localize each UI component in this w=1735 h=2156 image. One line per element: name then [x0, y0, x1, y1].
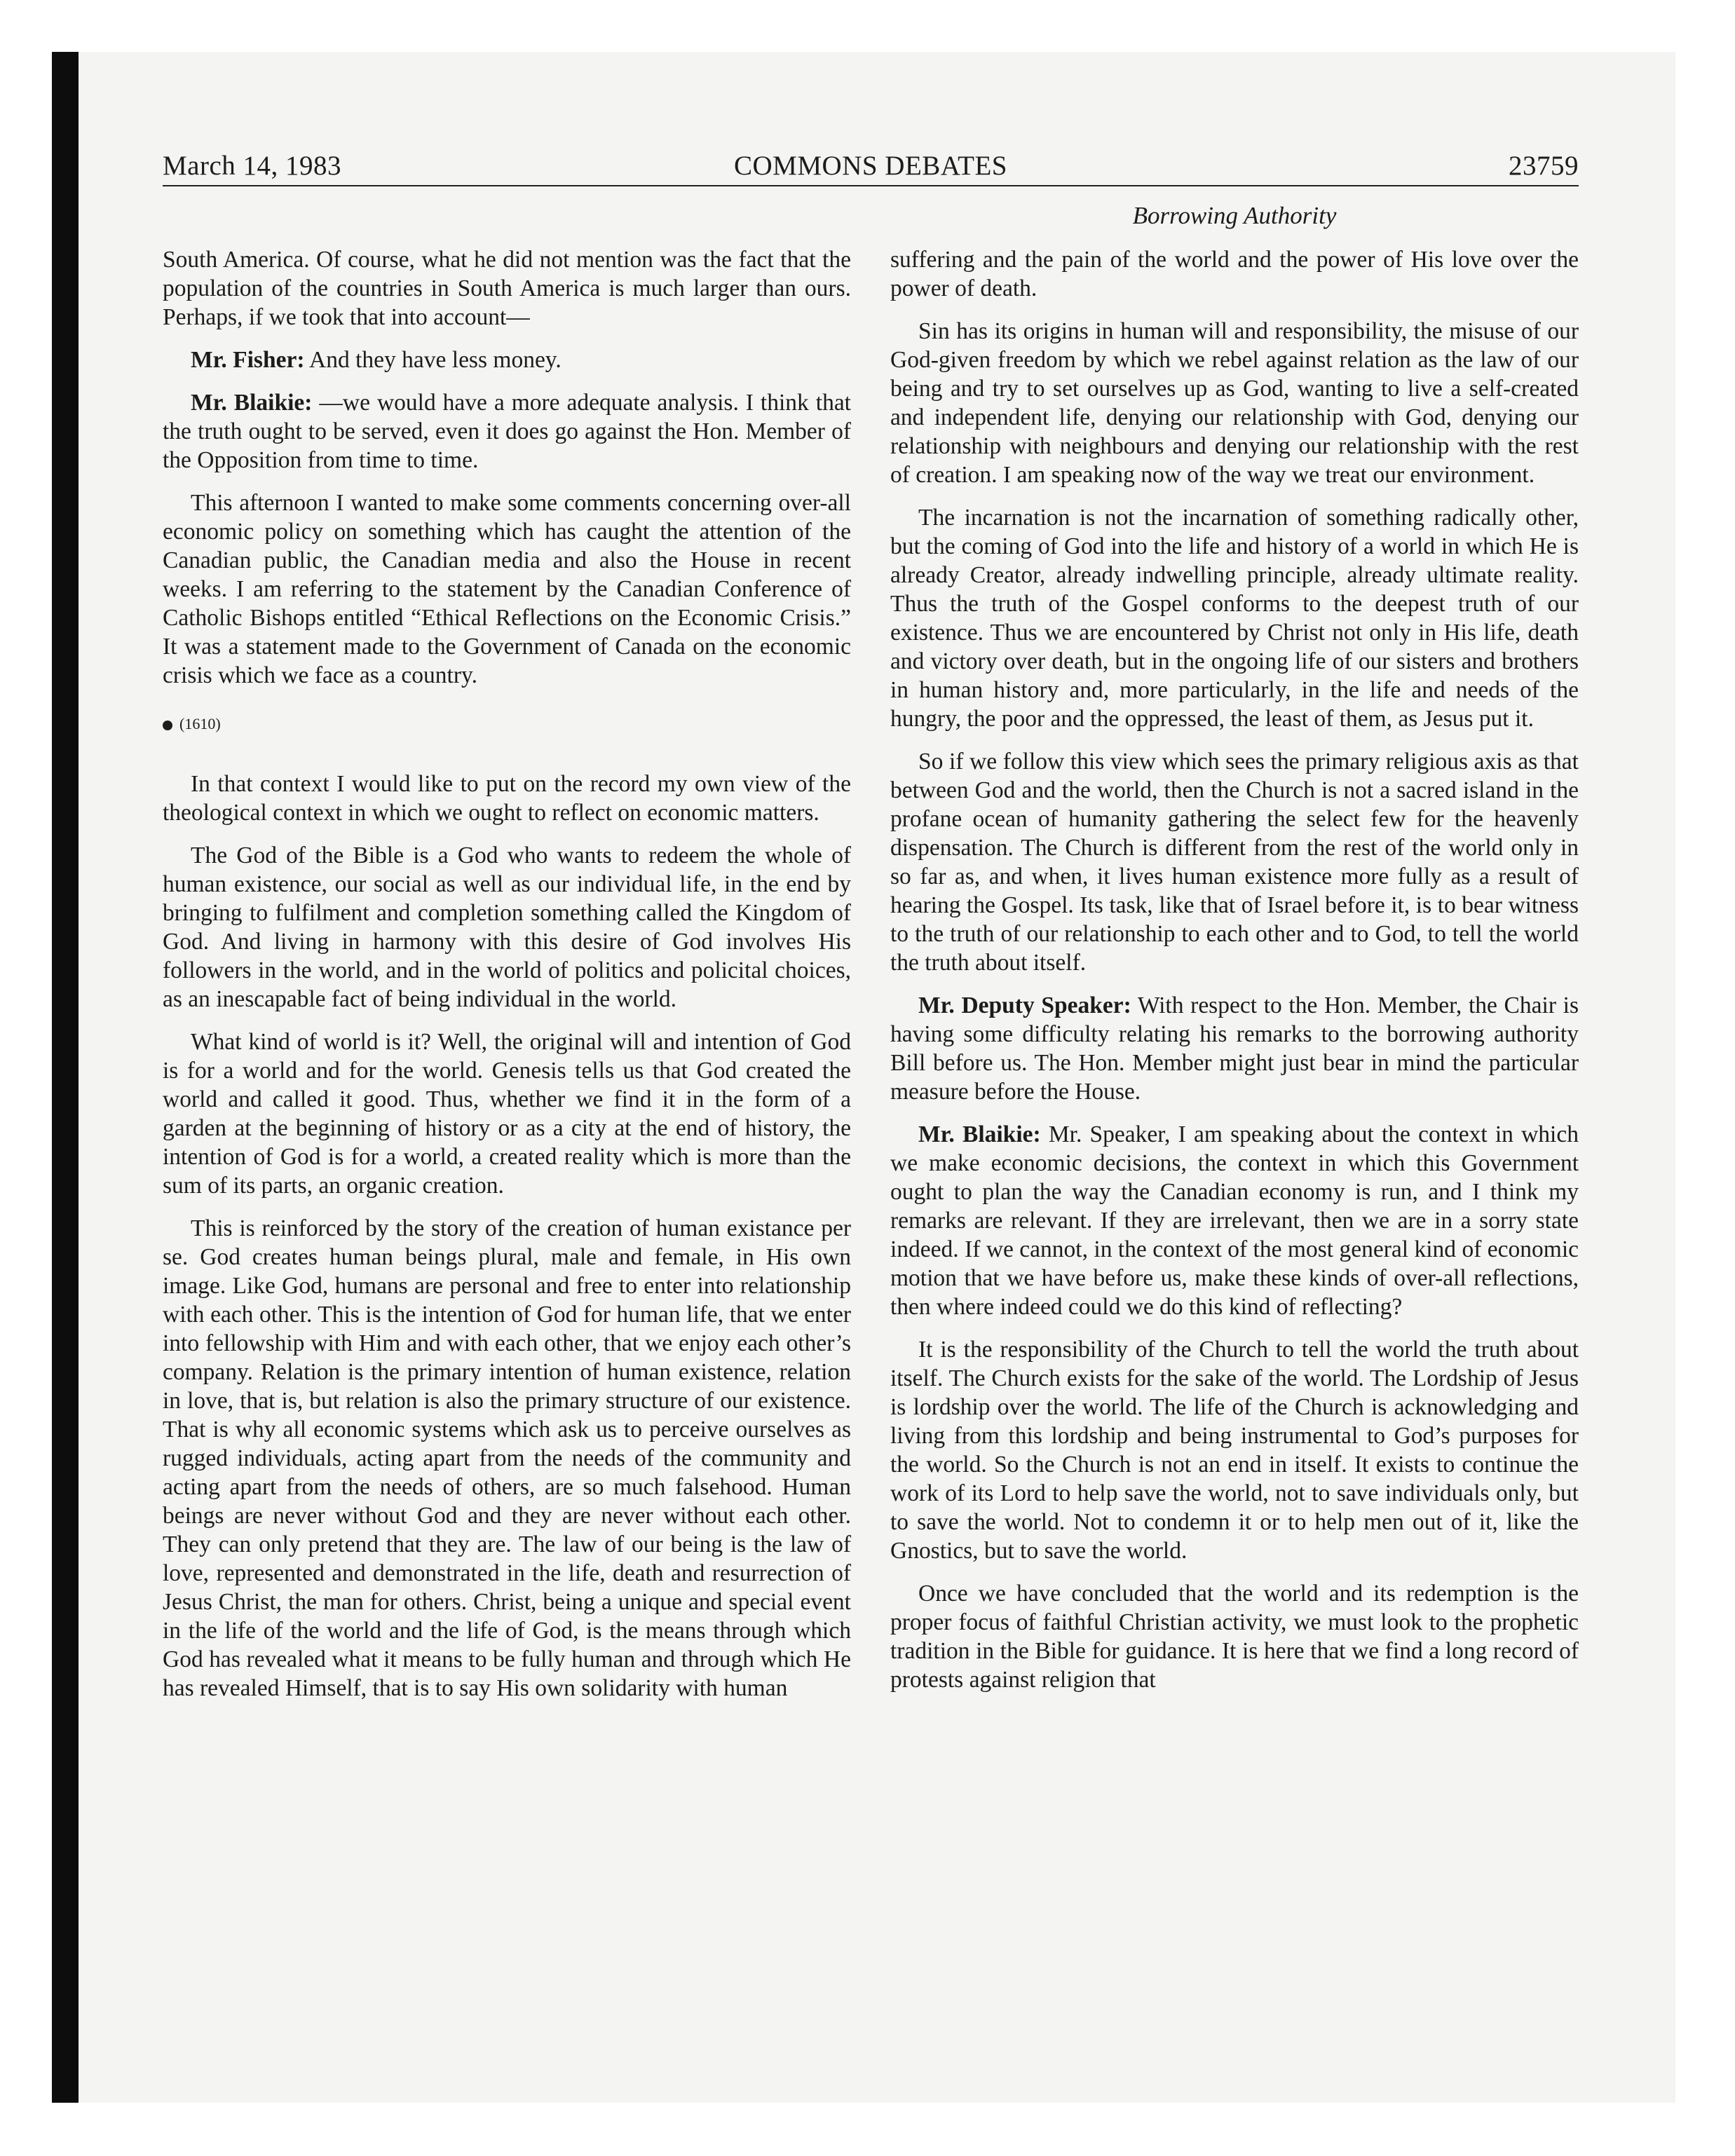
speech-paragraph	[890, 1120, 1579, 1321]
header-page-number: 23759	[1509, 151, 1579, 181]
running-title: Borrowing Authority	[1132, 202, 1337, 229]
speech-paragraph	[163, 346, 851, 374]
speech-paragraph	[163, 388, 851, 475]
header-date: March 14, 1983	[163, 151, 342, 181]
paragraph: South America. Of course, what he did not mention was the fact that the population of the countries in South America is much larger than ours. Perhaps, if we took that into account—	[163, 247, 851, 330]
page-header	[163, 150, 1579, 189]
left-column	[163, 245, 851, 1717]
paragraph: In that context I would like to put on the record my own view of the theological context in which we ought to reflect on economic matters.	[163, 771, 851, 826]
binding-edge	[52, 52, 79, 2103]
bullet-icon	[163, 721, 172, 730]
speech-text: And they have less money.	[304, 347, 562, 373]
timestamp-marker	[163, 714, 851, 735]
paragraph: What kind of world is it? Well, the original will and intention of God is for a world and for the world. Genesis tells us that God created the world and called it good. Thus, whether we find it in the form of a garden at the beginning of history or as a city at the end of history, the intention of God is for a world, a created reality which is more than the sum of its parts, an organic creation.	[163, 1029, 851, 1199]
speech-text: —we would have a more adequate analysis. I think that the truth ought to be served, even it does go against the Hon. Member of the Opposition from time to time.	[163, 390, 851, 473]
timestamp-text: (1610)	[179, 715, 221, 732]
speaker-name: Mr. Blaikie:	[918, 1121, 1041, 1147]
header-journal-title: COMMONS DEBATES	[734, 151, 1007, 181]
speech-text: With respect to the Hon. Member, the Chair is having some difficulty relating his remarks to the borrowing authority Bill before us. The Hon. Member might just bear in mind the particular measure before the House.	[890, 992, 1579, 1105]
right-column	[890, 245, 1579, 1708]
paragraph: The incarnation is not the incarnation of something radically other, but the coming of God into the life and history of a world in which He is already Creator, already indwelling principle, already ultimate reality. Thus the truth of the Gospel conforms to the deepest truth of our existence. Thus we are encountered by Christ not only in His life, death and victory over death, but in the ongoing life of our sisters and brothers in human history and, more particularly, in the life and needs of the hungry, the poor and the oppressed, the least of them, as Jesus put it.	[890, 505, 1579, 732]
paragraph: Sin has its origins in human will and responsibility, the misuse of our God-given freedom by which we rebel against relation as the law of our being and try to set ourselves up as God, wanting to live a self-created and independent life, denying our relationship with God, denying our relationship with neighbours and denying our relationship with the rest of creation. I am speaking now of the way we treat our environment.	[890, 318, 1579, 488]
speaker-name: Mr. Deputy Speaker:	[918, 992, 1131, 1018]
paragraph: Once we have concluded that the world and its redemption is the proper focus of faithful Christian activity, we must look to the prophetic tradition in the Bible for guidance. It is here that we find a long record of protests against religion that	[890, 1581, 1579, 1693]
paragraph: This is reinforced by the story of the creation of human existance per se. God creates human beings plural, male and female, in His own image. Like God, humans are personal and free to enter into relationship with each other. This is the intention of God for human life, that we enter into fellowship with Him and with each other, that we enjoy each other’s company. Relation is the primary intention of human existence, relation in love, that is, but relation is also the primary structure of our existence. That is why all economic systems which ask us to perceive ourselves as rugged individuals, acting apart from the needs of the community and acting apart from the needs of others, are so much falsehood. Human beings are never without God and they are never without each other. They can only pretend that they are. The law of our being is the law of love, represented and demonstrated in the life, death and resurrection of Jesus Christ, the man for others. Christ, being a unique and special event in the life of the world and the life of God, is the means through which God has revealed what it means to be fully human and through which He has revealed Himself, that is to say His own solidarity with human	[163, 1215, 851, 1701]
paragraph: suffering and the pain of the world and the power of His love over the power of death.	[890, 247, 1579, 301]
speaker-name: Mr. Fisher:	[191, 347, 305, 373]
speech-paragraph	[890, 991, 1579, 1106]
paragraph: So if we follow this view which sees the primary religious axis as that between God and the world, then the Church is not a sacred island in the profane ocean of humanity gathering the select few for the heavenly dispensation. The Church is different from the rest of the world only in so far as, and when, it lives human existence more fully as a result of hearing the Gospel. Its task, like that of Israel before it, is to bear witness to the truth of our relationship to each other and to God, to tell the world the truth about itself.	[890, 749, 1579, 976]
paragraph: The God of the Bible is a God who wants to redeem the whole of human existence, our social as well as our individual life, in the end by bringing to fulfilment and completion something called the Kingdom of God. And living in harmony with this desire of God involves His followers in the world, and in the world of politics and policital choices, as an inescapable fact of being individual in the world.	[163, 842, 851, 1012]
paragraph: This afternoon I wanted to make some comments concerning over-all economic policy on something which has caught the attention of the Canadian public, the Canadian media and also the House in recent weeks. I am referring to the statement by the Canadian Conference of Catholic Bishops entitled “Ethical Reflections on the Economic Crisis.” It was a statement made to the Government of Canada on the economic crisis which we face as a country.	[163, 490, 851, 688]
speech-text: Mr. Speaker, I am speaking about the context in which we make economic decisions, the context in which this Government ought to plan the way the Canadian economy is run, and I think my remarks are relevant. If they are irrelevant, then we are in a sorry state indeed. If we cannot, in the context of the most general kind of economic motion that we have before us, make these kinds of over-all reflections, then where indeed could we do this kind of reflecting?	[890, 1121, 1579, 1320]
paragraph: It is the responsibility of the Church to tell the world the truth about itself. The Church exists for the sake of the world. The Lordship of Jesus is lordship over the world. The life of the Church is acknowledging and living from this lordship and being instrumental to God’s purposes for the world. So the Church is not an end in itself. It exists to continue the work of its Lord to help save the world, not to save individuals only, but to save the world. Not to condemn it or to help men out of it, like the Gnostics, but to save the world.	[890, 1337, 1579, 1564]
speaker-name: Mr. Blaikie:	[191, 390, 313, 416]
header-rule	[163, 185, 1579, 186]
